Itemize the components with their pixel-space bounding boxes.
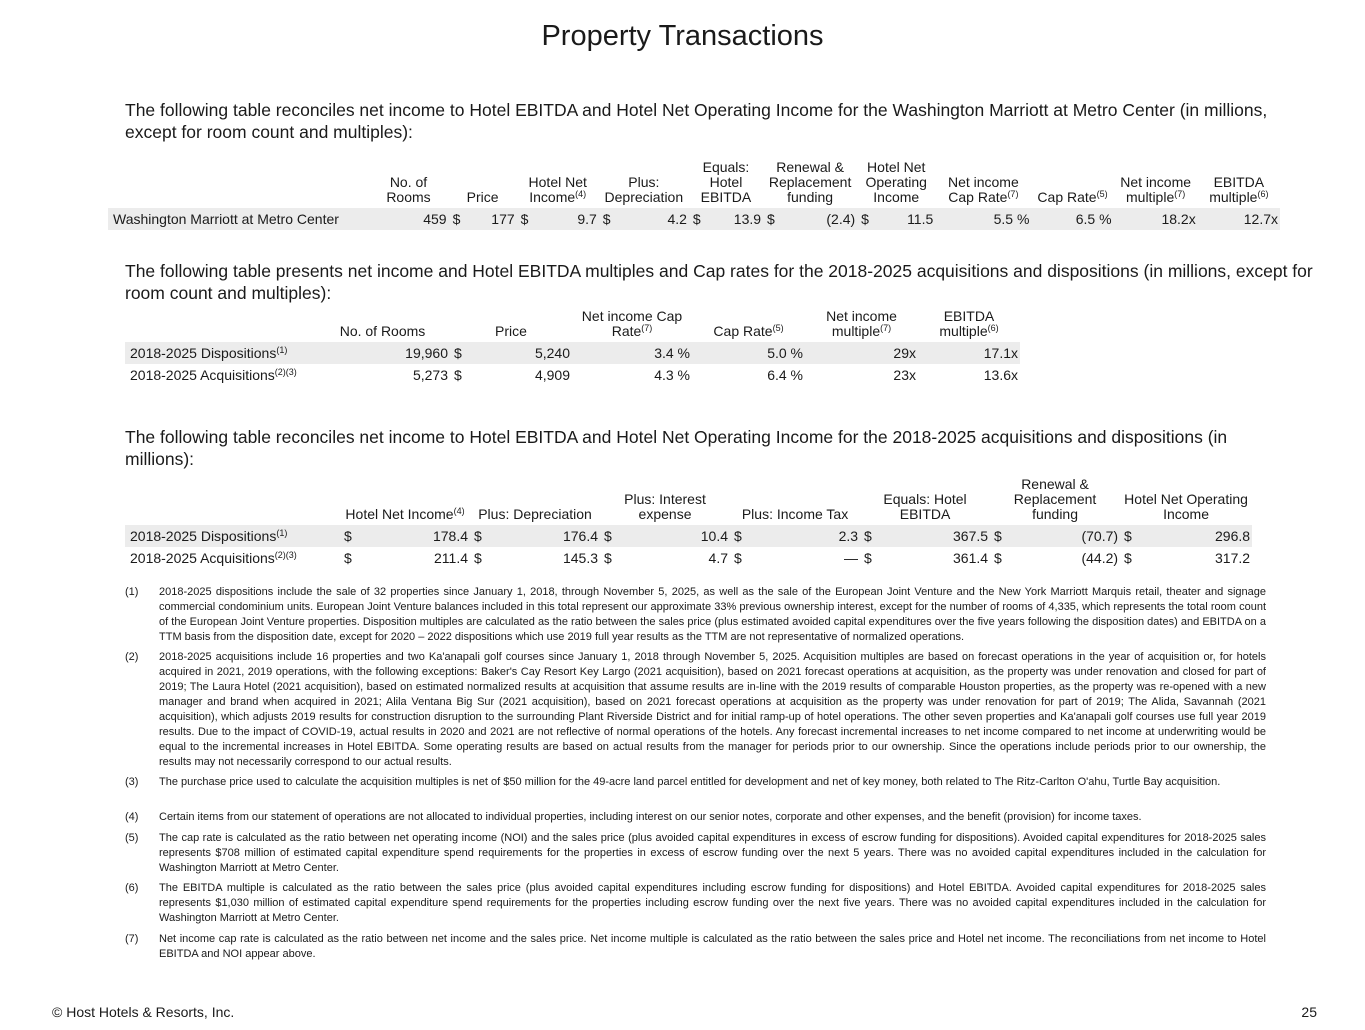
net-income-cell: 9.7 <box>535 208 599 230</box>
row-label: 2018-2025 Acquisitions$^{(2)(3)}$ <box>130 367 297 383</box>
col-noi: Hotel Net Operating Income <box>865 159 927 205</box>
price-cell: 177 <box>467 208 517 230</box>
col-price: Price <box>495 323 527 339</box>
col-interest: Plus: Interest expense <box>624 491 706 522</box>
cap-cell: 6.5 % <box>1031 208 1113 230</box>
table-row: 2018-2025 Acquisitions$^{(2)(3)}$ $ 211.4 $ 145.3 $ 4.7 $ — $ 361.4 $ (44.2) $ 317.2 <box>125 547 1252 569</box>
row-label: 2018-2025 Dispositions$^{(1)}$ <box>125 525 340 547</box>
noi-cell: 11.5 <box>875 208 935 230</box>
footnote: (2) 2018-2025 acquisitions include 16 properties and two Ka'anapali golf courses since January 1, 2018 through November 5, 2025. Acquisition multiples are based on forecast operations in the year of acquisition or, for hotels acquired in 2021, 2019 operations, with the following exceptions: Baker's Cay Resort Key Largo (2021 acquisition), based on 2021 forecast operations at acquisition, as the property was under renovation and closed for part of 2019; The Laura Hotel (2021 acquisition), based on estimated normalized results at acquisition that assume results are in-line with the 2019 results of comparable Houston properties, as the property was re-opened with a new manager and brand when acquired in 2021; Alila Ventana Big Sur (2021 acquisition), based on 2021 forecast operations at acquisition as the property was under renovation for part of 2019; The Alida, Savannah (2021 acquisition), which adjusts 2019 results for construction disruption to the surrounding Plant Riverside District and for initial ramp-up of hotel operations. The other seven properties and Ka'anapali golf courses use full year 2019 results. Due to the impact of COVID-19, actual results in 2020 and 2021 are not reflective of normal operations of the hotels. Any forecast incremental increases to net income compared to net income at underwriting would be equal to the incremental increases in Hotel EBITDA. Some operating results are based on actual results from the manager for periods prior to our ownership. Since the operations include periods prior to our ownership, the results may not necessarily correspond to our actual results. <box>125 651 1266 768</box>
table-row: 2018-2025 Dispositions$^{(1)}$ $ 178.4 $ 176.4 $ 10.4 $ 2.3 $ 367.5 $ (70.7) $ 296.8 <box>125 525 1252 547</box>
col-ni-multiple: Net income multiple$^{(7)}$ <box>1120 174 1192 205</box>
intro-multiples: The following table presents net income and Hotel EBITDA multiples and Cap rates for the 2018-2025 acquisitions and dispositions (in millions, except for room count and multiples): <box>125 261 1313 303</box>
col-ebitda: Equals: Hotel EBITDA <box>883 491 967 522</box>
footnote: (4) Certain items from our statement of operations are not allocated to individual properties, including interest on our senior notes, corporate and other expenses, and the benefit (provision) for income taxes. <box>125 811 1142 823</box>
footnote: (6) The EBITDA multiple is calculated as the ratio between the sales price (plus avoided capital expenditures including escrow funding for dispositions) and Hotel EBITDA. Avoided capital expenditures for 2018-2025 sales represents $1,030 million of estimated capital expenditure spend requirements for the properties including escrow funding over the next five years. There was no avoided capital expenditures included in the calculation for Washington Marriott at Metro Center. <box>125 882 1266 924</box>
col-net-income: Hotel Net Income$^{(4)}$ <box>528 174 587 205</box>
copyright: © Host Hotels & Resorts, Inc. <box>52 1004 235 1020</box>
depreciation-cell: 4.2 <box>617 208 689 230</box>
ebitda-cell: 13.9 <box>707 208 763 230</box>
intro-reconciliation: The following table reconciles net income to Hotel EBITDA and Hotel Net Operating Income for the 2018-2025 acquisitions and dispositions (in millions): <box>125 427 1228 469</box>
rooms-cell: 459 <box>368 208 448 230</box>
table-row: 2018-2025 Dispositions$^{(1)}$ 19,960 $ 5,240 3.4 % 5.0 % 29x 17.1x <box>125 342 1020 364</box>
footnote: (3) The purchase price used to calculate the acquisition multiples is net of $50 million for the 49-acre land parcel entitled for development and net of key money, both related to The Ritz-Carlton O'ahu, Turtle Bay acquisition. <box>125 776 1221 788</box>
ni-cap-cell: 5.5 % <box>935 208 1031 230</box>
col-cap-rate: Cap Rate$^{(5)}$ <box>1037 189 1108 205</box>
ni-mult-cell: 18.2x <box>1114 208 1198 230</box>
col-income-tax: Plus: Income Tax <box>741 506 849 522</box>
multiples-table <box>125 309 1020 386</box>
col-renewal: Renewal & Replacement funding <box>1013 476 1097 522</box>
row-label: 2018-2025 Dispositions$^{(1)}$ <box>125 342 315 364</box>
table-row: 2018-2025 Acquisitions$^{(2)(3)}$ 5,273 $ 4,909 4.3 % 6.4 % 23x 13.6x <box>125 364 1020 386</box>
col-net-income: Hotel Net Income$^{(4)}$ <box>345 506 465 522</box>
footnote: (5) The cap rate is calculated as the ratio between net operating income (NOI) and the sales price (plus avoided capital expenditures in excess of escrow funding for dispositions). Avoided capital expenditures for 2018-2025 sales represents $708 million of estimated capital expenditure spend requirements for the properties in excess of escrow funding over the next 5 years. There was no avoided capital expenditures included in the calculation for Washington Marriott at Metro Center. <box>125 832 1266 874</box>
renewal-cell: (2.4) <box>781 208 857 230</box>
col-rooms: No. of Rooms <box>386 174 431 205</box>
intro-washington: The following table reconciles net income to Hotel EBITDA and Hotel Net Operating Income for the Washington Marriott at Metro Center (in millions, except for room count and multiples): <box>125 100 1268 142</box>
col-depreciation: Plus: Depreciation <box>478 506 592 522</box>
col-rooms: No. of Rooms <box>339 323 426 339</box>
row-label: Washington Marriott at Metro Center <box>108 208 368 230</box>
col-ebitda: Equals: Hotel EBITDA <box>700 159 752 205</box>
col-cap-rate: Cap Rate$^{(5)}$ <box>713 323 784 339</box>
row-label: 2018-2025 Acquisitions$^{(2)(3)}$ <box>130 550 297 566</box>
page-title: Property Transactions <box>541 20 824 52</box>
table-row: Washington Marriott at Metro Center 459 $ 177 $ 9.7 $ 4.2 $ 13.9 $ (2.4) $ 11.5 5.5 % 6.5 % 18.2x 12.7x <box>108 208 1280 230</box>
col-ni-multiple: Net income multiple$^{(7)}$ <box>826 308 897 339</box>
col-ni-cap-rate: Net income Cap Rate$^{(7)}$ <box>581 308 683 339</box>
col-price: Price <box>466 189 499 205</box>
col-depreciation: Plus: Depreciation <box>604 174 684 205</box>
footnote: (1) 2018-2025 dispositions include the sale of 32 properties since January 1, 2018, through November 5, 2025, as well as the sale of the European Joint Venture and the New York Marriott Marquis retail, theater and signage commercial condominium units. European Joint Venture balances included in this total represent our approximate 33% previous ownership interest, except for the number of rooms of 4,335, which represents the total room count of the European Joint Venture properties. Disposition multiples are calculated as the ratio between the sales price (plus estimated avoided capital expenditures over the five years following the disposition dates) and EBITDA on a TTM basis from the disposition date, except for 2020 – 2022 dispositions which use 2019 full year results as the TTM are not representative of normalized operations. <box>125 586 1266 643</box>
col-ebitda-multiple: EBITDA multiple$^{(6)}$ <box>1209 174 1269 205</box>
col-ebitda-multiple: EBITDA multiple$^{(6)}$ <box>939 308 999 339</box>
col-noi: Hotel Net Operating Income <box>1124 491 1248 522</box>
footnote: (7) Net income cap rate is calculated as the ratio between net income and the sales price. Net income multiple is calculated as the ratio between the sales price and Hotel net income. The reconciliations from net income to Hotel EBITDA and NOI appear above. <box>125 933 1266 960</box>
reconciliation-table <box>125 477 1252 569</box>
col-ni-cap-rate: Net income Cap Rate$^{(7)}$ <box>947 174 1019 205</box>
col-renewal: Renewal & Replacement funding <box>768 159 852 205</box>
washington-table <box>108 160 1280 230</box>
ebitda-mult-cell: 12.7x <box>1198 208 1280 230</box>
page-number: 25 <box>1301 1004 1317 1020</box>
